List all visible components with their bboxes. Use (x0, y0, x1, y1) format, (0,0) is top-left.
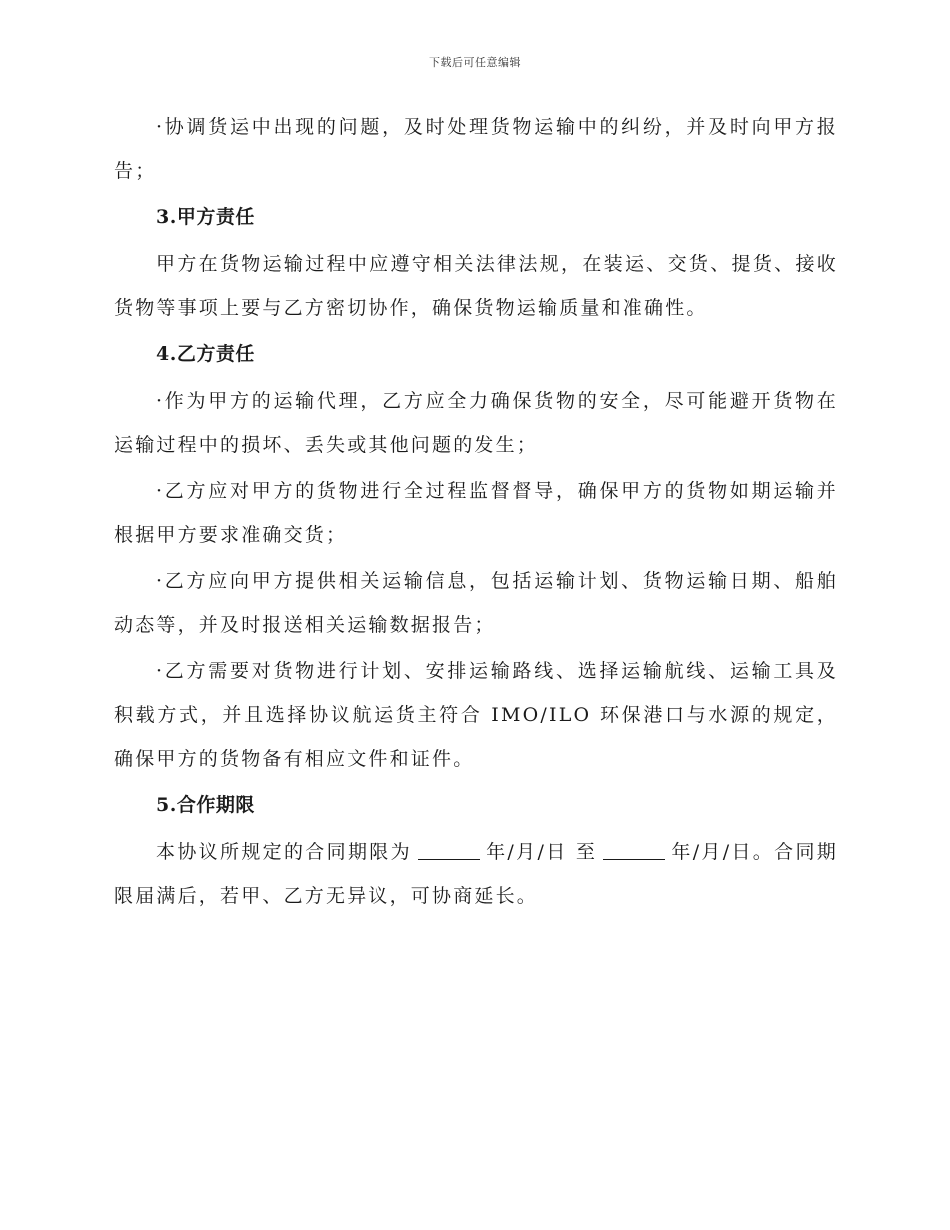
paragraph-party-b-supervision: ·乙方应对甲方的货物进行全过程监督督导，确保甲方的货物如期运输并根据甲方要求准确交货； (114, 480, 838, 546)
paragraph-coordinate-issues: ·协调货运中出现的问题，及时处理货物运输中的纠纷，并及时向甲方报告； (114, 116, 838, 182)
end-date-blank (603, 840, 665, 860)
document-body (114, 105, 838, 920)
paragraph-party-b-planning: ·乙方需要对货物进行计划、安排运输路线、选择运输航线、运输工具及积载方式，并且选择协议航运货主符合 IMO/ILO 环保港口与水源的规定，确保甲方的货物备有相应文件和证件。 (114, 660, 838, 770)
paragraph-contract-term (114, 830, 838, 918)
section-heading-party-b: 4.乙方责任 (156, 343, 255, 365)
section-heading-party-a: 3.甲方责任 (156, 206, 255, 228)
paragraph-party-a-duties: 甲方在货物运输过程中应遵守相关法律法规，在装运、交货、提货、接收货物等事项上要与乙方密切协作，确保货物运输质量和准确性。 (114, 253, 838, 319)
term-text-end: 年/月/日。合同期限届满后，若甲、乙方无异议，可协商延长。 (114, 841, 838, 907)
term-text-middle: 年/月/日 至 (485, 841, 598, 863)
paragraph-party-b-safety: ·作为甲方的运输代理，乙方应全力确保货物的安全，尽可能避开货物在运输过程中的损坏、丢失或其他问题的发生； (114, 390, 838, 456)
page-header: 下载后可任意编辑 (429, 56, 521, 69)
term-text-start: 本协议所规定的合同期限为 (156, 841, 412, 863)
section-heading-term: 5.合作期限 (156, 794, 255, 816)
start-date-blank (418, 840, 480, 860)
paragraph-party-b-information: ·乙方应向甲方提供相关运输信息，包括运输计划、货物运输日期、船舶动态等，并及时报送相关运输数据报告； (114, 570, 838, 636)
